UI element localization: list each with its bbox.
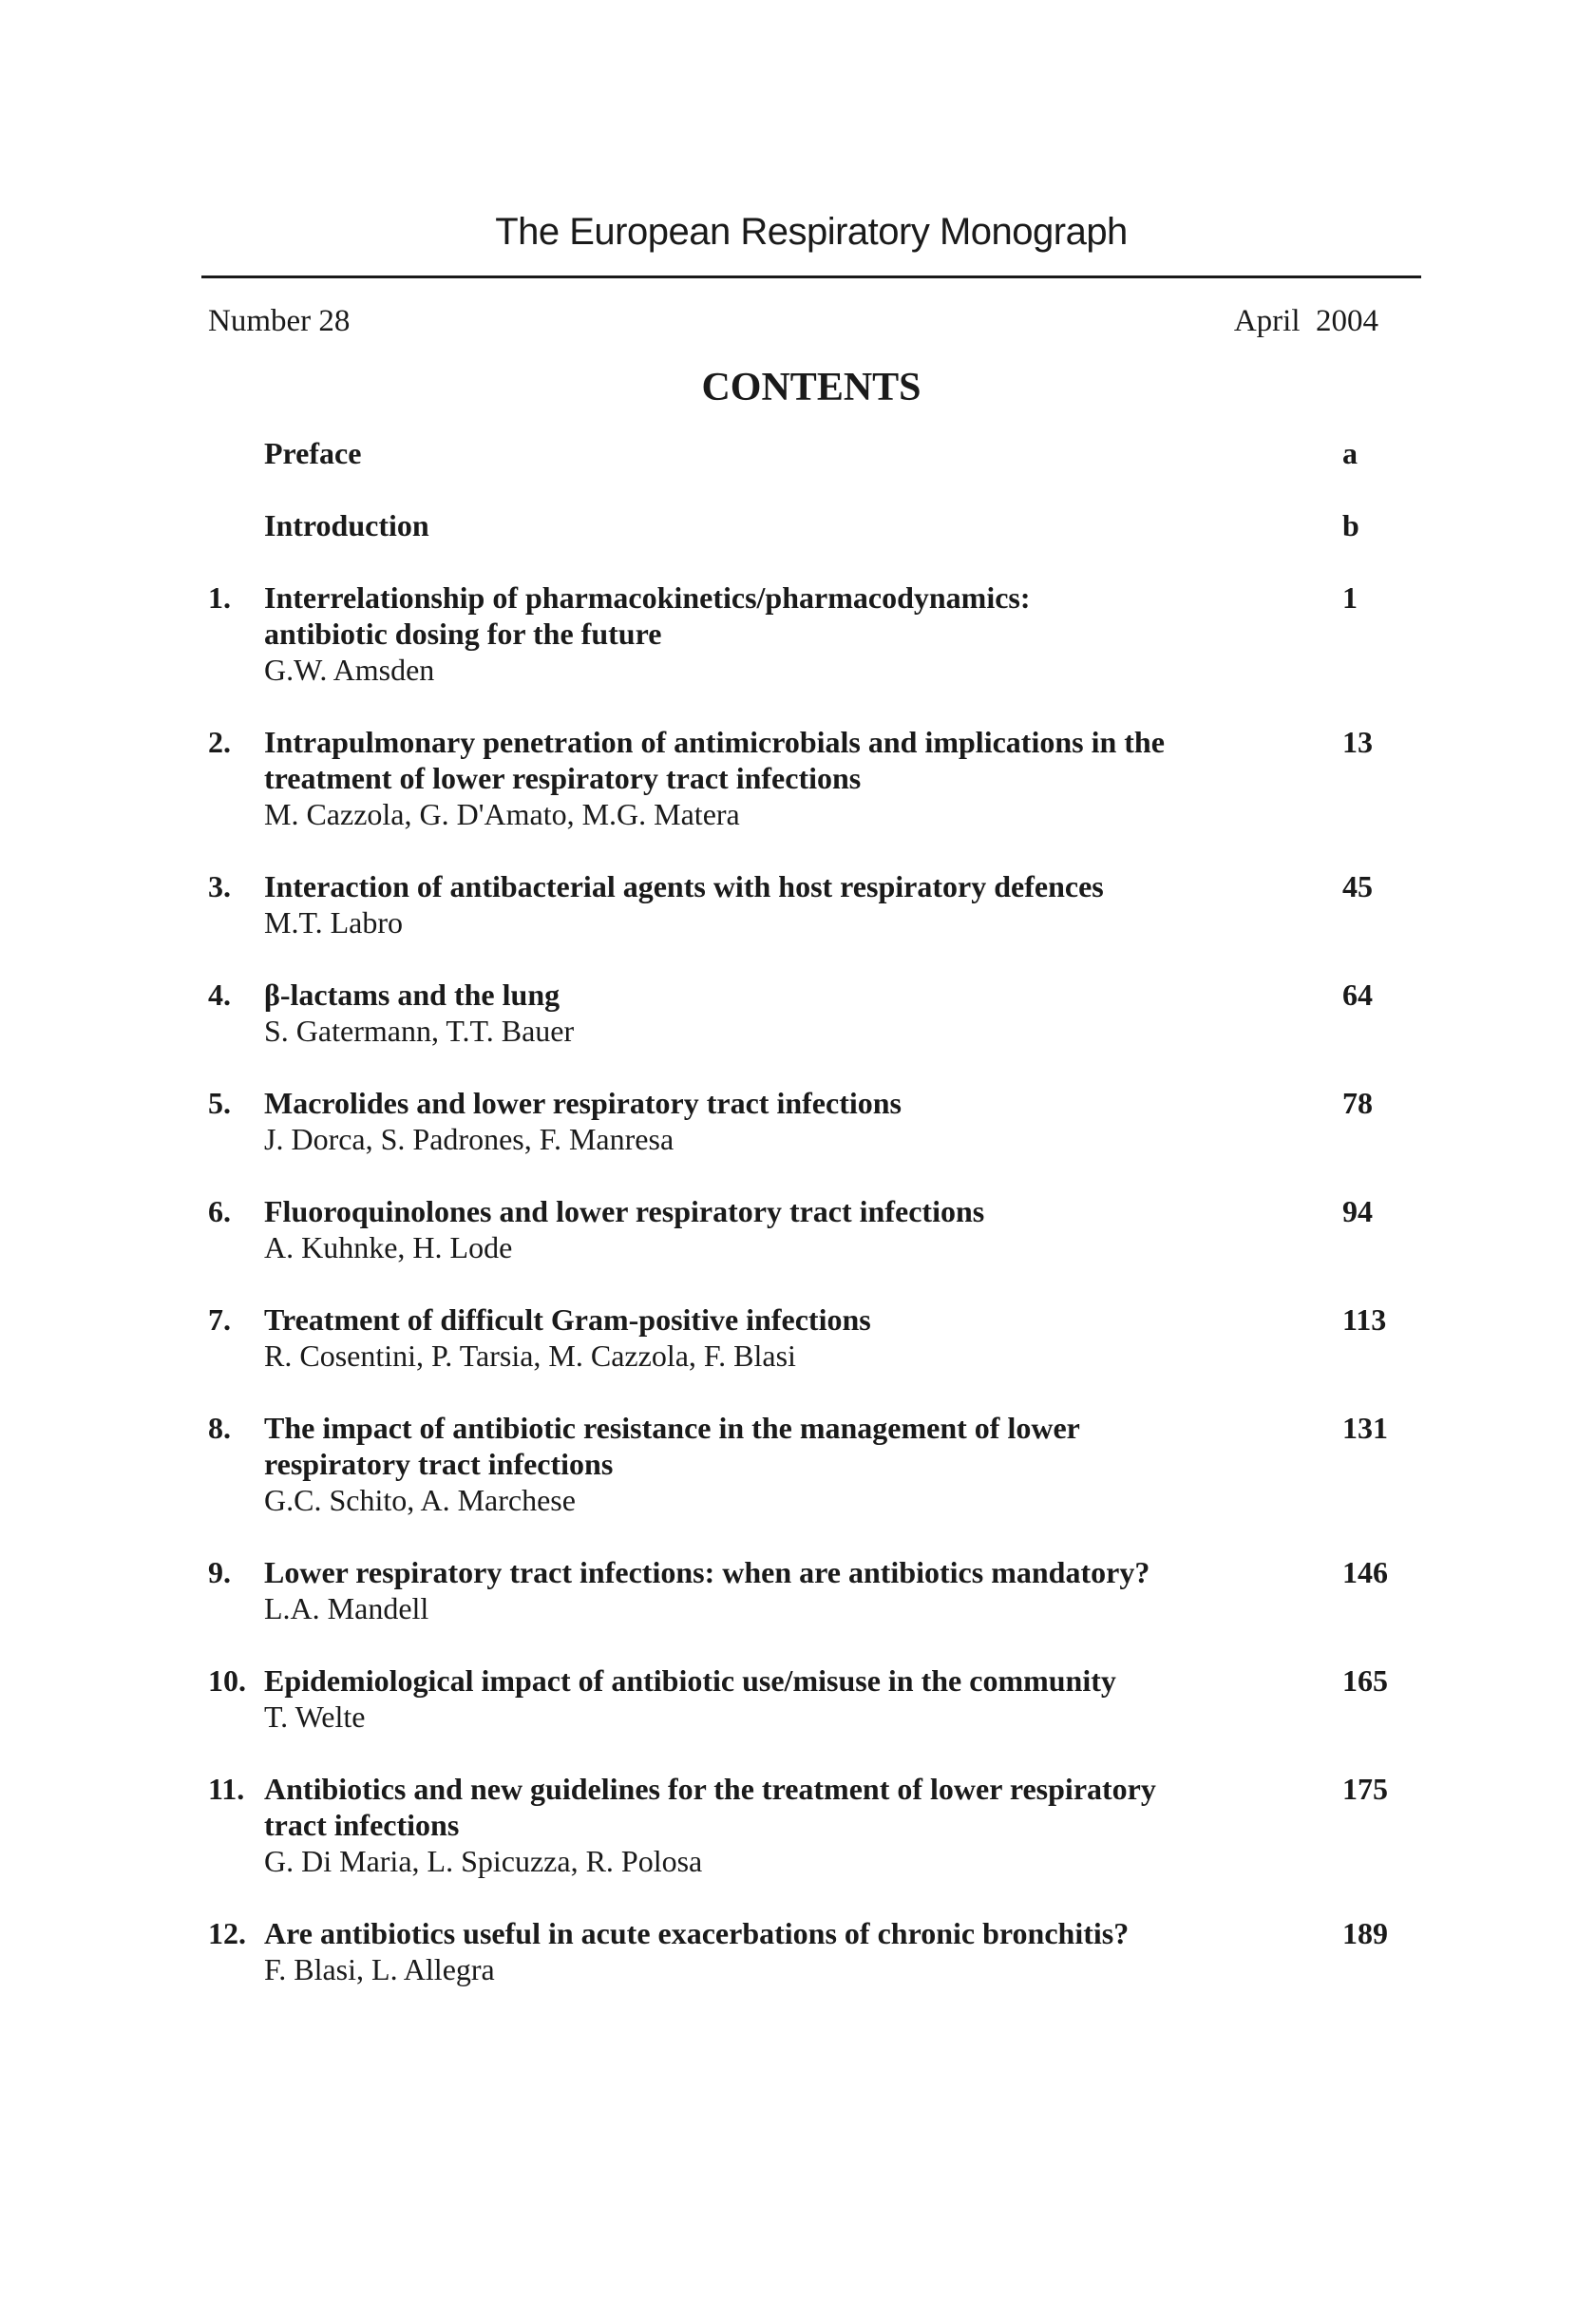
chapter-number: 12.	[208, 1916, 246, 1950]
chapter-authors: G.C. Schito, A. Marchese	[264, 1483, 576, 1517]
chapter-title-line: Lower respiratory tract infections: when are antibiotics mandatory?	[264, 1555, 1150, 1589]
chapter-number: 6.	[208, 1194, 231, 1228]
chapter-title-line: treatment of lower respiratory tract infections	[264, 761, 862, 795]
chapter-page-number: 165	[1342, 1663, 1388, 1698]
chapter-page-number: 45	[1342, 869, 1373, 903]
chapter-number: 10.	[208, 1663, 246, 1698]
chapter-number: 2.	[208, 725, 231, 759]
chapter-authors: M. Cazzola, G. D'Amato, M.G. Matera	[264, 797, 740, 831]
chapter-number: 9.	[208, 1555, 231, 1589]
chapter-number: 7.	[208, 1302, 231, 1337]
entry-title: Preface	[264, 436, 362, 470]
entry-title: Introduction	[264, 508, 429, 542]
chapter-authors: A. Kuhnke, H. Lode	[264, 1230, 513, 1264]
chapter-page-number: 113	[1342, 1302, 1387, 1337]
chapter-authors: F. Blasi, L. Allegra	[264, 1952, 495, 1986]
chapter-authors: G.W. Amsden	[264, 653, 435, 687]
chapter-number: 1.	[208, 580, 231, 615]
contents-heading: CONTENTS	[701, 366, 922, 409]
chapter-authors: S. Gatermann, T.T. Bauer	[264, 1014, 575, 1048]
issue-number: Number 28	[208, 304, 351, 338]
chapter-title-line: Antibiotics and new guidelines for the treatment of lower respiratory	[264, 1772, 1156, 1806]
chapter-authors: L.A. Mandell	[264, 1591, 429, 1625]
chapter-page-number: 94	[1342, 1194, 1373, 1228]
chapter-title-line: Are antibiotics useful in acute exacerbations of chronic bronchitis?	[264, 1916, 1130, 1950]
chapter-number: 8.	[208, 1411, 231, 1445]
chapter-title-line: The impact of antibiotic resistance in the management of lower	[264, 1411, 1080, 1445]
chapter-number: 11.	[208, 1772, 245, 1806]
chapter-page-number: 13	[1342, 725, 1373, 759]
entry-page-number: b	[1342, 508, 1359, 542]
chapter-title-line: tract infections	[264, 1808, 460, 1842]
chapter-title-line: Fluoroquinolones and lower respiratory tract infections	[264, 1194, 985, 1228]
chapter-number: 3.	[208, 869, 231, 903]
chapter-title-line: Macrolides and lower respiratory tract infections	[264, 1086, 902, 1120]
chapter-authors: R. Cosentini, P. Tarsia, M. Cazzola, F. Blasi	[264, 1339, 796, 1373]
chapter-authors: G. Di Maria, L. Spicuzza, R. Polosa	[264, 1844, 703, 1878]
chapter-title-line: Interrelationship of pharmacokinetics/pharmacodynamics:	[264, 580, 1031, 615]
chapter-number: 4.	[208, 978, 231, 1012]
chapter-title-line: Intrapulmonary penetration of antimicrobials and implications in the	[264, 725, 1165, 759]
chapter-page-number: 1	[1342, 580, 1358, 615]
chapter-title-line: Epidemiological impact of antibiotic use/misuse in the community	[264, 1663, 1116, 1698]
chapter-page-number: 131	[1342, 1411, 1388, 1445]
chapter-page-number: 175	[1342, 1772, 1388, 1806]
entry-page-number: a	[1342, 436, 1358, 470]
chapter-page-number: 146	[1342, 1555, 1388, 1589]
chapter-page-number: 78	[1342, 1086, 1373, 1120]
issue-date: April 2004	[1233, 304, 1378, 338]
chapter-authors: J. Dorca, S. Padrones, F. Manresa	[264, 1122, 674, 1156]
journal-title: The European Respiratory Monograph	[495, 211, 1128, 253]
chapter-page-number: 64	[1342, 978, 1373, 1012]
chapter-title-line: β-lactams and the lung	[264, 978, 560, 1012]
chapter-title-line: Interaction of antibacterial agents with host respiratory defences	[264, 869, 1104, 903]
chapter-authors: M.T. Labro	[264, 905, 404, 940]
chapter-page-number: 189	[1342, 1916, 1388, 1950]
chapter-number: 5.	[208, 1086, 231, 1120]
chapter-title-line: Treatment of difficult Gram-positive infections	[264, 1302, 871, 1337]
chapter-title-line: antibiotic dosing for the future	[264, 617, 662, 651]
chapter-authors: T. Welte	[264, 1700, 366, 1734]
chapter-title-line: respiratory tract infections	[264, 1447, 614, 1481]
